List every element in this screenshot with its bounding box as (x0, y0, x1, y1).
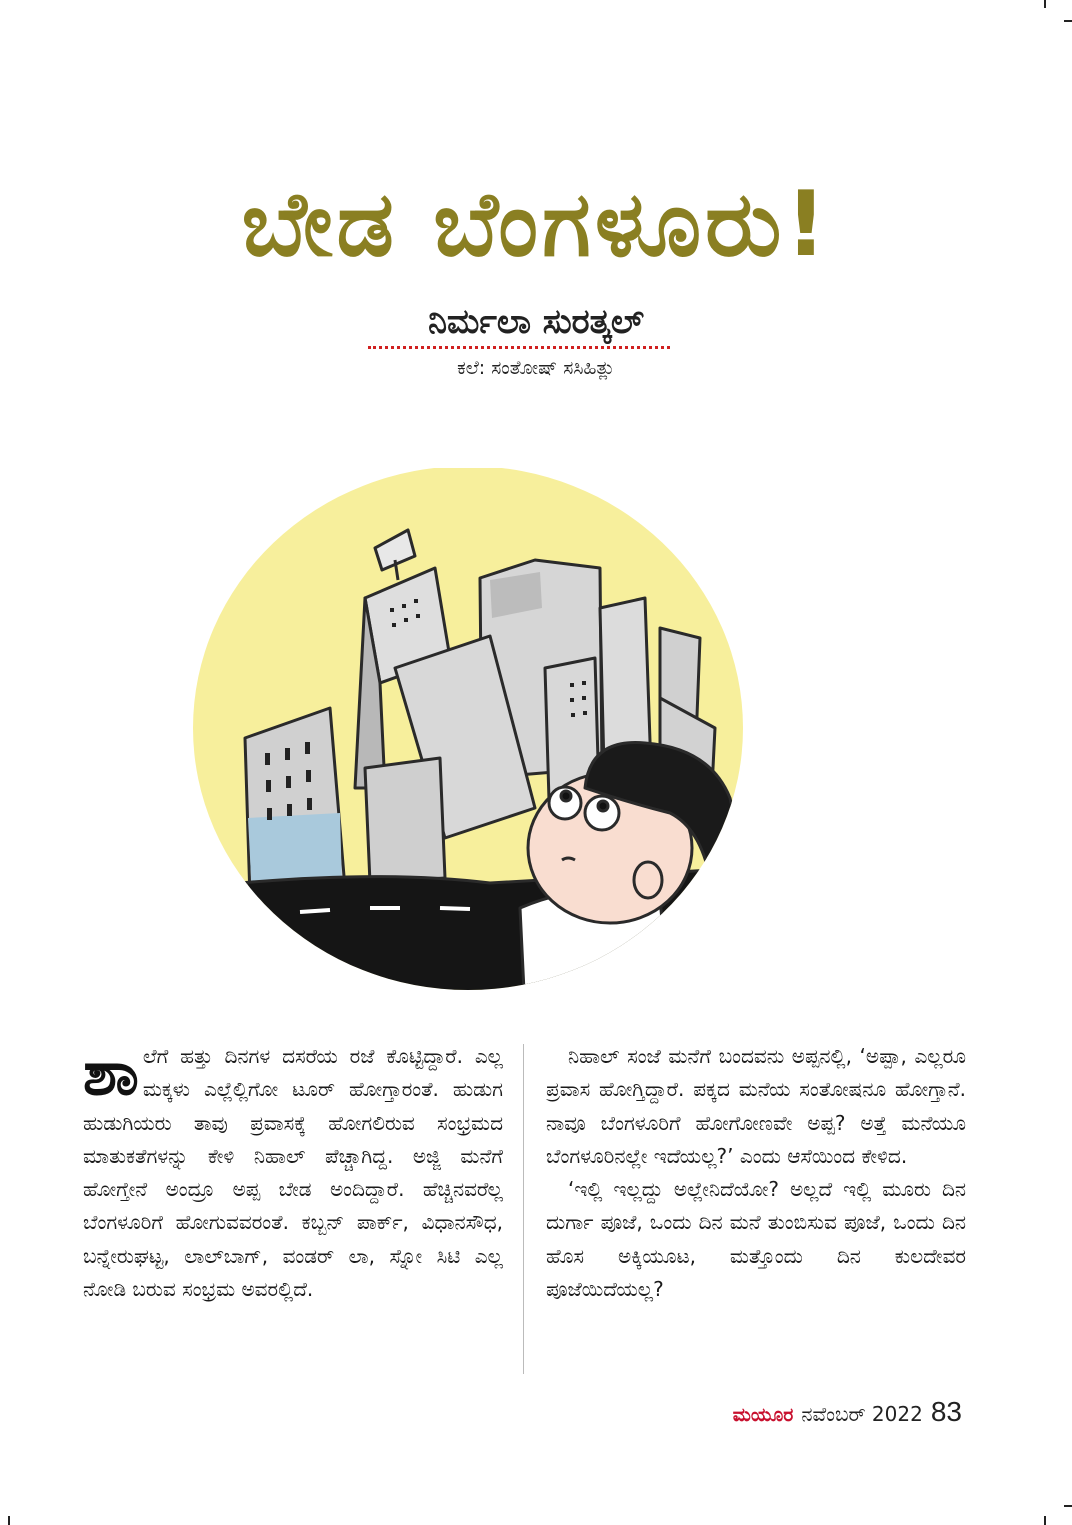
paragraph-text: ಲೆಗೆ ಹತ್ತು ದಿನಗಳ ದಸರೆಯ ರಜೆ ಕೊಟ್ಟಿದ್ದಾರೆ. ಎಲ್ಲ ಮಕ್ಕಳು ಎಲ್ಲೆಲ್ಲಿಗೋ ಟೂರ್ ಹೋಗ್ತಾರಂತೆ. ಹುಡುಗ ಹುಡುಗಿಯರು ತಾವು ಪ್ರವಾಸಕ್ಕೆ ಹೋಗಲಿರುವ ಸಂಭ್ರಮದ ಮಾತುಕತೆಗಳನ್ನು ಕೇಳಿ ನಿಹಾಲ್ ಪೆಚ್ಚಾಗಿದ್ದ. ಅಜ್ಜಿ ಮನೆಗೆ ಹೋಗ್ತೇನೆ ಅಂದ್ರೂ ಅಪ್ಪ ಬೇಡ ಅಂದಿದ್ದಾರೆ. ಹೆಚ್ಚಿನವರೆಲ್ಲ ಬೆಂಗಳೂರಿಗೆ ಹೋಗುವವರಂತೆ. ಕಬ್ಬನ್ ಪಾರ್ಕ್, ವಿಧಾನಸೌಧ, ಬನ್ನೇರುಘಟ್ಟ, ಲಾಲ್‌ಬಾಗ್, ವಂಡರ್ ಲಾ, ಸ್ನೋ ಸಿಟಿ ಎಲ್ಲ ನೋಡಿ ಬರುವ ಸಂಭ್ರಮ ಅವರಲ್ಲಿದೆ. (83, 1044, 503, 1302)
city-boy-illustration (190, 468, 746, 1012)
issue-date: ನವೆಂಬರ್ 2022 (801, 1402, 923, 1426)
body-paragraph (83, 1036, 503, 1306)
crop-mark (1044, 0, 1046, 8)
magazine-brand: ಮಯೂರ (732, 1404, 794, 1426)
dotted-rule (368, 346, 670, 349)
body-column-left (83, 1036, 503, 1306)
drop-cap: ಶಾ (83, 1036, 139, 1109)
crop-mark (1044, 1516, 1046, 1525)
art-credit: ಕಲೆ: ಸಂತೋಷ್ ಸಸಿಹಿತ್ಲು (457, 357, 615, 379)
body-paragraph: ‘ಇಲ್ಲಿ ಇಲ್ಲದ್ದು ಅಲ್ಲೇನಿದೆಯೋ? ಅಲ್ಲದೆ ಇಲ್ಲಿ ಮೂರು ದಿನ ದುರ್ಗಾ ಪೂಜೆ, ಒಂದು ದಿನ ಮನೆ ತುಂಬಿಸುವ ಪೂಜೆ, ಒಂದು ದಿನ ಹೊಸ ಅಕ್ಕಿಯೂಟ, ಮತ್ತೊಂದು ದಿನ ಕುಲದೇವರ ಪೂಜೆಯಿದೆಯಲ್ಲ? (546, 1177, 966, 1302)
body-column-right (546, 1040, 966, 1306)
column-divider (523, 1044, 524, 1374)
author-name: ನಿರ್ಮಲಾ ಸುರತ್ಕಲ್ (428, 302, 644, 342)
page-footer (733, 1396, 962, 1428)
article-title: ಬೇಡ ಬೆಂಗಳೂರು! (241, 172, 831, 277)
page-number: 83 (930, 1396, 962, 1427)
crop-mark (1064, 20, 1072, 22)
crop-mark (1064, 1505, 1072, 1507)
crop-mark (8, 1516, 10, 1525)
body-paragraph: ನಿಹಾಲ್ ಸಂಜೆ ಮನೆಗೆ ಬಂದವನು ಅಪ್ಪನಲ್ಲಿ, ‘ಅಪ್ಪಾ, ಎಲ್ಲರೂ ಪ್ರವಾಸ ಹೋಗ್ತಿದ್ದಾರೆ. ಪಕ್ಕದ ಮನೆಯ ಸಂತೋಷನೂ ಹೋಗ್ತಾನೆ. ನಾವೂ ಬೆಂಗಳೂರಿಗೆ ಹೋಗೋಣವೇ ಅಪ್ಪ? ಅತ್ತೆ ಮನೆಯೂ ಬೆಂಗಳೂರಿನಲ್ಲೇ ಇದೆಯಲ್ಲ?’ ಎಂದು ಆಸೆಯಿಂದ ಕೇಳಿದ. (546, 1044, 966, 1168)
